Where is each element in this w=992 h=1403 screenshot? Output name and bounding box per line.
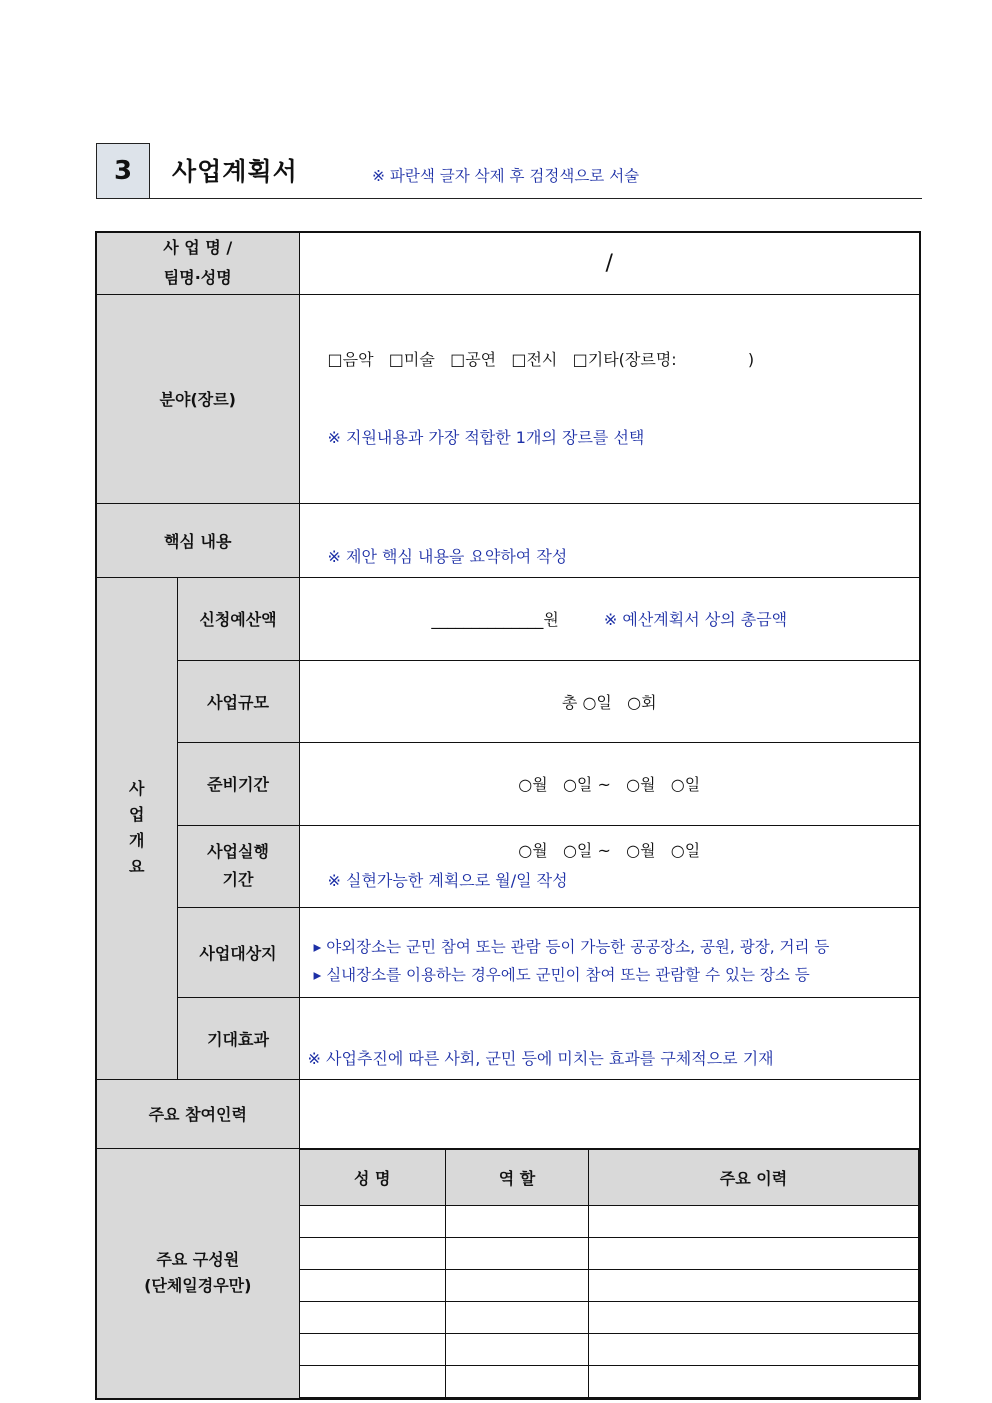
row-members bbox=[96, 1148, 920, 1399]
core-label: 핵심 내용 bbox=[96, 503, 299, 577]
member-history-cell[interactable] bbox=[589, 1205, 919, 1237]
project-name-field[interactable]: / bbox=[299, 232, 920, 294]
member-role-cell[interactable] bbox=[446, 1365, 589, 1397]
row-budget bbox=[96, 577, 920, 660]
venue-label: 사업대상지 bbox=[177, 907, 299, 997]
member-role-cell[interactable] bbox=[446, 1333, 589, 1365]
member-role-cell[interactable] bbox=[446, 1269, 589, 1301]
col-history-header: 주요 이력 bbox=[589, 1149, 919, 1205]
venue-line-1: ▸ 야외장소는 군민 참여 또는 관람 등이 가능한 공공장소, 공원, 광장, 거리 등 bbox=[313, 938, 830, 956]
members-header-row bbox=[300, 1149, 919, 1205]
period-label: 사업실행 기간 bbox=[177, 825, 299, 907]
prep-field[interactable]: ○월 ○일 ~ ○월 ○일 bbox=[299, 742, 920, 825]
member-history-cell[interactable] bbox=[589, 1365, 919, 1397]
row-staff bbox=[96, 1079, 920, 1148]
effect-label: 기대효과 bbox=[177, 997, 299, 1079]
member-name-cell[interactable] bbox=[300, 1333, 446, 1365]
staff-field[interactable] bbox=[299, 1079, 920, 1148]
member-name-cell[interactable] bbox=[300, 1301, 446, 1333]
genre-label: 분야(장르) bbox=[96, 294, 299, 503]
table-row bbox=[300, 1333, 919, 1365]
overview-label: 사 업 개 요 bbox=[96, 577, 177, 1079]
header-underline bbox=[150, 198, 922, 199]
period-field[interactable] bbox=[299, 825, 920, 907]
budget-hint: ※ 예산계획서 상의 총금액 bbox=[603, 610, 788, 629]
budget-label: 신청예산액 bbox=[177, 577, 299, 660]
row-genre bbox=[96, 294, 920, 503]
row-core bbox=[96, 503, 920, 577]
row-venue bbox=[96, 907, 920, 997]
budget-field[interactable] bbox=[299, 577, 920, 660]
prep-label: 준비기간 bbox=[177, 742, 299, 825]
genre-hint: ※ 지원내용과 가장 적합한 1개의 장르를 선택 bbox=[327, 427, 645, 447]
venue-field[interactable] bbox=[299, 907, 920, 997]
member-name-cell[interactable] bbox=[300, 1205, 446, 1237]
member-role-cell[interactable] bbox=[446, 1205, 589, 1237]
budget-value[interactable]: ______________원 bbox=[431, 610, 559, 629]
table-row bbox=[300, 1269, 919, 1301]
col-name-header: 성 명 bbox=[300, 1149, 446, 1205]
members-table bbox=[300, 1149, 920, 1398]
genre-field[interactable] bbox=[299, 294, 920, 503]
period-value[interactable]: ○월 ○일 ~ ○월 ○일 bbox=[518, 841, 701, 860]
member-role-cell[interactable] bbox=[446, 1301, 589, 1333]
member-history-cell[interactable] bbox=[589, 1237, 919, 1269]
venue-line-2: ▸ 실내장소를 이용하는 경우에도 군민이 참여 또는 관람할 수 있는 장소 등 bbox=[313, 966, 810, 984]
table-row bbox=[300, 1205, 919, 1237]
row-period bbox=[96, 825, 920, 907]
member-name-cell[interactable] bbox=[300, 1237, 446, 1269]
table-row bbox=[300, 1365, 919, 1397]
scale-field[interactable]: 총 ○일 ○회 bbox=[299, 660, 920, 742]
row-prep bbox=[96, 742, 920, 825]
members-label: 주요 구성원 (단체일경우만) bbox=[96, 1148, 299, 1399]
staff-label: 주요 참여인력 bbox=[96, 1079, 299, 1148]
row-effect bbox=[96, 997, 920, 1079]
table-row bbox=[300, 1301, 919, 1333]
member-history-cell[interactable] bbox=[589, 1333, 919, 1365]
header-note: ※ 파란색 글자 삭제 후 검정색으로 서술 bbox=[372, 167, 640, 185]
col-role-header: 역 할 bbox=[446, 1149, 589, 1205]
section-number: 3 bbox=[96, 143, 150, 199]
genre-options[interactable]: □음악 □미술 □공연 □전시 □기타(장르명: ) bbox=[327, 349, 755, 369]
row-project-name bbox=[96, 232, 920, 294]
core-field[interactable]: ※ 제안 핵심 내용을 요약하여 작성 bbox=[299, 503, 920, 577]
scale-label: 사업규모 bbox=[177, 660, 299, 742]
member-role-cell[interactable] bbox=[446, 1237, 589, 1269]
effect-field[interactable]: ※ 사업추진에 따른 사회, 군민 등에 미치는 효과를 구체적으로 기재 bbox=[299, 997, 920, 1079]
member-history-cell[interactable] bbox=[589, 1269, 919, 1301]
plan-form bbox=[95, 231, 921, 1400]
project-name-label: 사 업 명 / 팀명·성명 bbox=[96, 232, 299, 294]
period-hint: ※ 실현가능한 계획으로 월/일 작성 bbox=[327, 871, 568, 890]
member-name-cell[interactable] bbox=[300, 1365, 446, 1397]
table-row bbox=[300, 1237, 919, 1269]
member-name-cell[interactable] bbox=[300, 1269, 446, 1301]
member-history-cell[interactable] bbox=[589, 1301, 919, 1333]
row-scale bbox=[96, 660, 920, 742]
section-title: 사업계획서 bbox=[172, 157, 298, 186]
members-table-cell bbox=[299, 1148, 920, 1399]
